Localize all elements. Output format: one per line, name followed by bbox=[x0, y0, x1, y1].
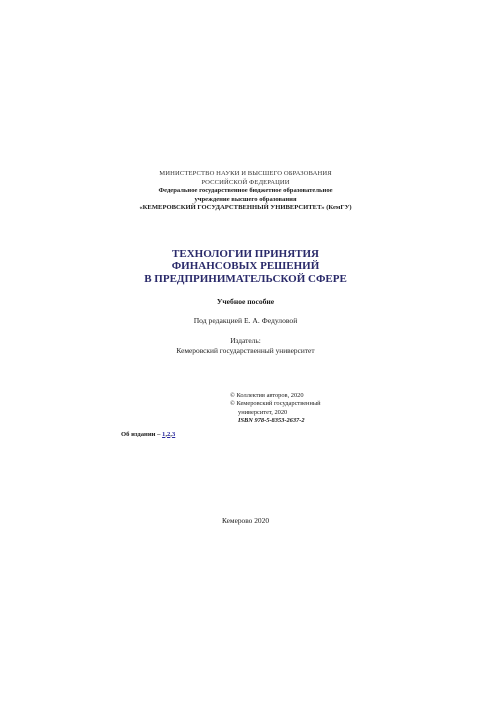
copyright-university-cont: университет, 2020 bbox=[238, 408, 288, 416]
book-title-line-3: В ПРЕДПРИНИМАТЕЛЬСКОЙ СФЕРЕ bbox=[144, 272, 347, 285]
ministry-line-1: МИНИСТЕРСТВО НАУКИ И ВЫСШЕГО ОБРАЗОВАНИЯ bbox=[159, 170, 332, 177]
publisher-block bbox=[0, 336, 491, 356]
book-title bbox=[0, 248, 491, 285]
book-subtitle: Учебное пособие bbox=[216, 297, 275, 306]
about-link-3[interactable]: 3 bbox=[171, 431, 176, 438]
copyright-authors: © Коллектив авторов, 2020 bbox=[230, 392, 304, 399]
about-link-1[interactable]: 1 bbox=[162, 431, 166, 438]
editor-line: Под редакцией Е. А. Федуловой bbox=[193, 316, 298, 325]
city-year: Кемерово 2020 bbox=[221, 516, 270, 525]
institution-line-1: Федеральное государственное бюджетное образовательное bbox=[158, 187, 333, 195]
book-title-line-2: ФИНАНСОВЫХ РЕШЕНИЙ bbox=[171, 260, 320, 273]
university-name: «КЕМЕРОВСКИЙ ГОСУДАРСТВЕННЫЙ УНИВЕРСИТЕТ» (КемГУ) bbox=[139, 204, 352, 212]
publisher-label: Издатель: bbox=[230, 336, 261, 345]
institution-line-2: учреждение высшего образования bbox=[194, 195, 297, 203]
book-title-line-1: ТЕХНОЛОГИИ ПРИНЯТИЯ bbox=[172, 248, 319, 260]
about-edition: Об издании – 1,2,3 bbox=[121, 431, 176, 438]
copyright-university: © Кемеровский государственный bbox=[230, 400, 321, 408]
institution-header bbox=[0, 170, 491, 213]
publisher-name: Кемеровский государственный университет bbox=[176, 346, 315, 355]
ministry-line-2: РОССИЙСКОЙ ФЕДЕРАЦИИ bbox=[201, 178, 290, 186]
copyright-block bbox=[230, 392, 430, 426]
isbn: ISBN 978-5-8353-2637-2 bbox=[238, 417, 305, 425]
about-edition-label: Об издании – bbox=[121, 431, 161, 438]
about-link-2[interactable]: 2 bbox=[167, 431, 171, 438]
